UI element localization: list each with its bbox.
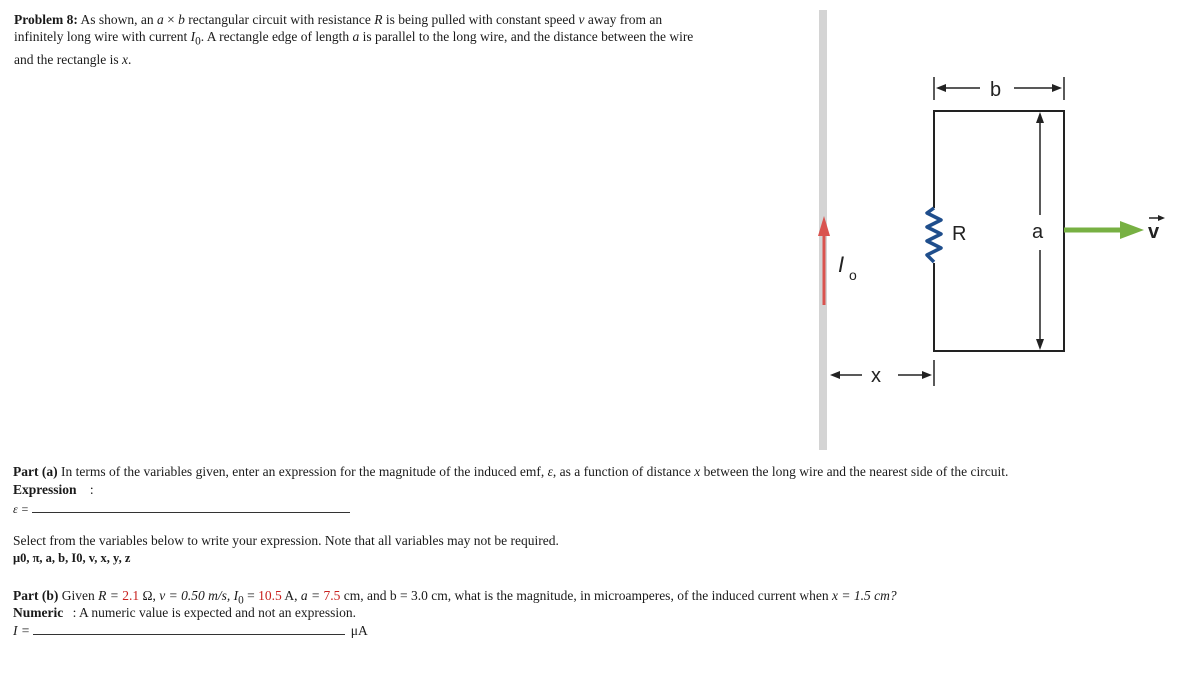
- b-arrow-left: [936, 84, 946, 92]
- var-x: x: [694, 464, 701, 479]
- expression-row: [13, 481, 94, 498]
- var-x: x: [121, 51, 128, 67]
- variable-list[interactable]: μ0, π, a, b, I0, v, x, y, z: [13, 551, 131, 565]
- a-arrow-down: [1036, 339, 1044, 350]
- expression-colon: :: [89, 482, 94, 497]
- intro-text: and the rectangle is: [14, 51, 122, 67]
- given-v: v = 0.50 m/s,: [159, 588, 234, 603]
- var-R: R: [374, 12, 383, 27]
- part-a-text: between the long wire and the nearest side of the circuit.: [700, 464, 1009, 479]
- intro-text: is parallel to the long wire, and the distance between the wire: [359, 29, 694, 44]
- intro-text: is being pulled with constant speed: [382, 12, 579, 27]
- emf-answer-row: [13, 499, 350, 518]
- value-R: 2.1: [122, 588, 140, 603]
- b-arrow-right: [1052, 84, 1062, 92]
- part-a-label: Part (a): [13, 464, 58, 479]
- equals: =: [243, 588, 259, 603]
- current-answer-unit: μA: [350, 623, 368, 638]
- resistor-label: R: [952, 223, 967, 245]
- value-a: 7.5: [323, 588, 341, 603]
- part-a-text: In terms of the variables given, enter an expression for the magnitude of the induced emf,: [57, 464, 548, 479]
- current-answer-input[interactable]: [33, 621, 345, 635]
- velocity-arrowhead: [1120, 221, 1144, 239]
- emf-answer-label: ε =: [13, 502, 29, 516]
- part-b-label: Part (b): [13, 588, 59, 603]
- circuit-figure: [800, 10, 1188, 455]
- unit-R: Ω,: [139, 588, 160, 603]
- var-I0-sub: 0: [195, 35, 201, 48]
- numeric-note: : A numeric value is expected and not an expression.: [69, 605, 357, 620]
- x-arrow-right: [922, 371, 932, 379]
- var-I0: I: [190, 29, 196, 44]
- velocity-vector-mark: [1158, 215, 1165, 221]
- emf-answer-input[interactable]: [32, 499, 350, 513]
- part-b-text: Given: [58, 588, 99, 603]
- given-a: a =: [300, 588, 324, 603]
- numeric-row: [13, 604, 356, 621]
- given-b: b = 3.0 cm, what is the magnitude, in microamperes, of the induced current when: [389, 588, 833, 603]
- given-R: R =: [98, 588, 123, 603]
- b-label: b: [990, 79, 1002, 101]
- a-label: a: [1032, 221, 1044, 243]
- current-label: I: [838, 252, 845, 277]
- intro-text: .: [127, 51, 132, 67]
- given-x: x = 1.5 cm?: [832, 588, 897, 603]
- x-arrow-left: [830, 371, 840, 379]
- part-a-text: , as a function of distance: [552, 464, 695, 479]
- expression-label: Expression: [13, 482, 77, 497]
- given-I0: I: [233, 588, 239, 603]
- intro-text: rectangular circuit with resistance: [184, 12, 375, 27]
- intro-text: away from an: [584, 12, 663, 27]
- times-symbol: ×: [163, 12, 179, 27]
- x-label: x: [871, 365, 881, 387]
- unit-I0: A,: [281, 588, 301, 603]
- unit-a: cm, and: [340, 588, 390, 603]
- velocity-label: v: [1148, 221, 1160, 243]
- given-I0-sub: 0: [238, 594, 244, 607]
- current-answer-label: I =: [13, 623, 30, 638]
- part-a-question: [13, 463, 1178, 480]
- var-emf: ε: [547, 464, 553, 479]
- intro-text: . A rectangle edge of length: [200, 29, 353, 44]
- value-I0: 10.5: [258, 588, 282, 603]
- problem-label: Problem 8:: [14, 12, 78, 27]
- current-answer-row: [13, 621, 368, 639]
- current-label-sub: o: [849, 267, 857, 283]
- numeric-label: Numeric: [13, 605, 64, 620]
- var-v: v: [578, 12, 585, 27]
- intro-text: infinitely long wire with current: [14, 29, 191, 44]
- var-a: a: [352, 29, 360, 44]
- a-arrow-up: [1036, 112, 1044, 123]
- var-b: b: [178, 12, 185, 27]
- intro-text: As shown, an: [80, 12, 158, 27]
- select-instruction: Select from the variables below to write your expression. Note that all variables may not be required.: [13, 533, 559, 548]
- problem-statement: [14, 11, 784, 68]
- var-a: a: [157, 12, 164, 27]
